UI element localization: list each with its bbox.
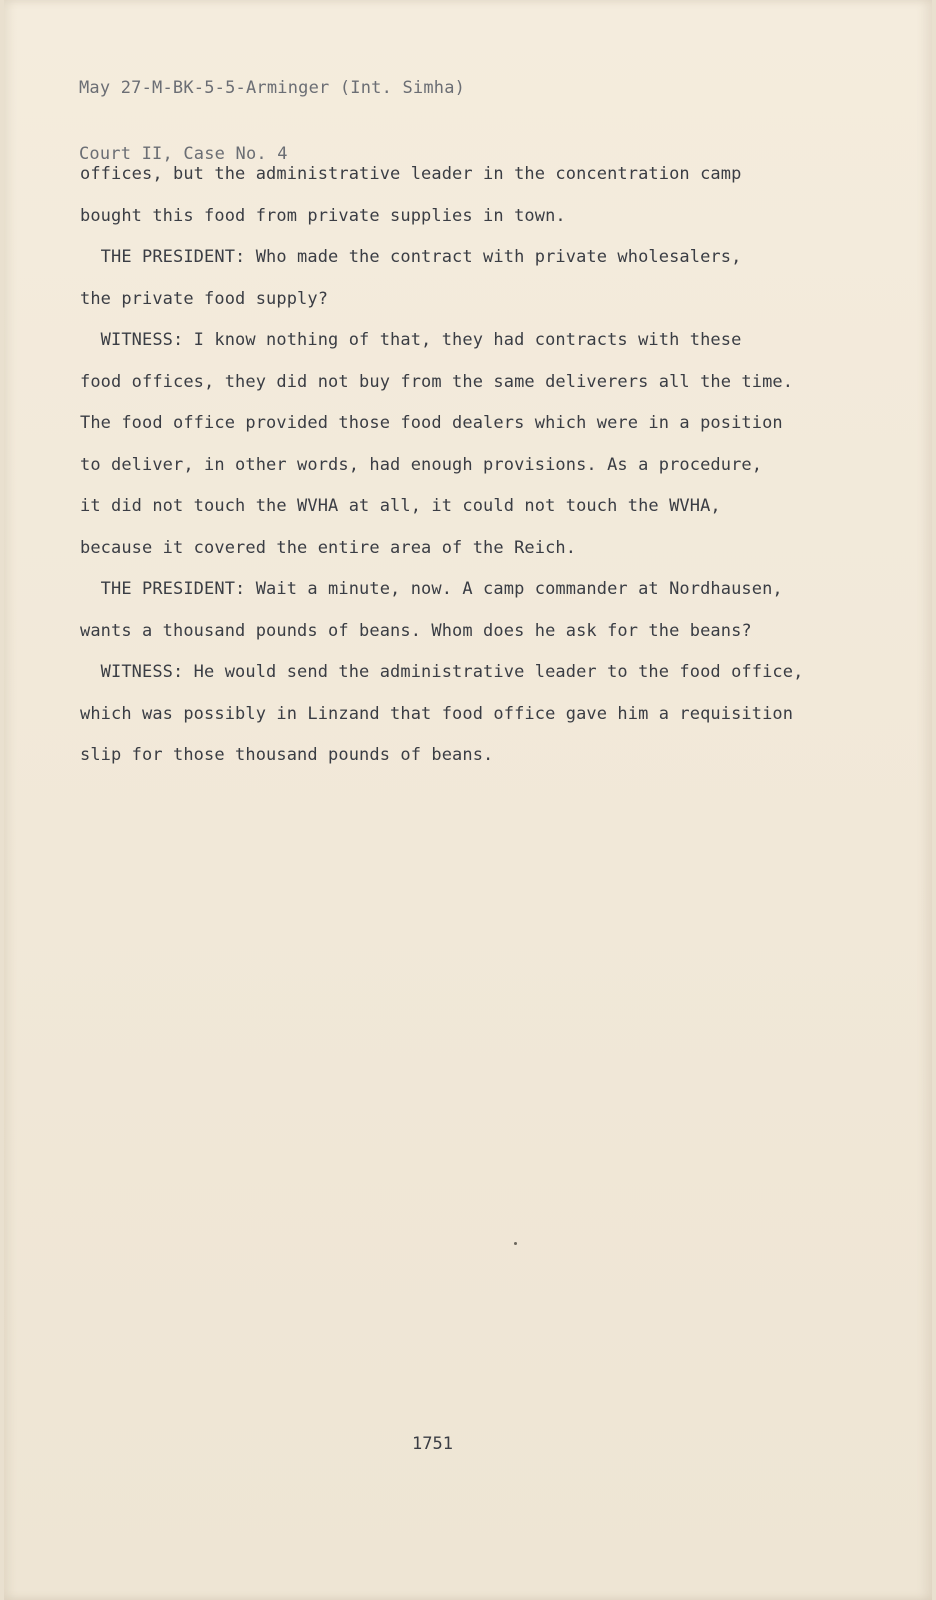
transcript-line: The food office provided those food dealers which were in a position <box>80 413 783 433</box>
transcript-line: THE PRESIDENT: Who made the contract with private wholesalers, <box>80 247 742 267</box>
paper-speck <box>514 1242 517 1245</box>
transcript-line: WITNESS: He would send the administrative leader to the food office, <box>80 662 804 682</box>
transcript-line: because it covered the entire area of the Reich. <box>80 537 577 558</box>
document-page <box>4 0 932 1600</box>
transcript-line: bought this food from private supplies in town. <box>80 205 566 226</box>
transcript-line: THE PRESIDENT: Wait a minute, now. A camp commander at Nordhausen, <box>80 579 783 599</box>
transcript-line: which was possibly in Linzand that food office gave him a requisition <box>80 703 794 724</box>
header-line-1: May 27-M-BK-5-5-Arminger (Int. Simha) <box>79 78 466 98</box>
transcript-line: WITNESS: I know nothing of that, they had contracts with these <box>80 330 742 350</box>
transcript-line: wants a thousand pounds of beans. Whom does he ask for the beans? <box>80 620 752 641</box>
page-number: 1751 <box>412 1434 453 1454</box>
transcript-line: offices, but the administrative leader in the concentration camp <box>80 164 742 184</box>
transcript-line: to deliver, in other words, had enough provisions. As a procedure, <box>80 454 763 475</box>
header-line-2: Court II, Case No. 4 <box>79 144 288 164</box>
transcript-line: slip for those thousand pounds of beans. <box>80 745 494 765</box>
transcript-body <box>80 154 820 777</box>
transcript-line: it did not touch the WVHA at all, it could not touch the WVHA, <box>80 496 721 516</box>
transcript-line: the private food supply? <box>80 288 329 309</box>
transcript-line: food offices, they did not buy from the same deliverers all the time. <box>80 371 794 392</box>
